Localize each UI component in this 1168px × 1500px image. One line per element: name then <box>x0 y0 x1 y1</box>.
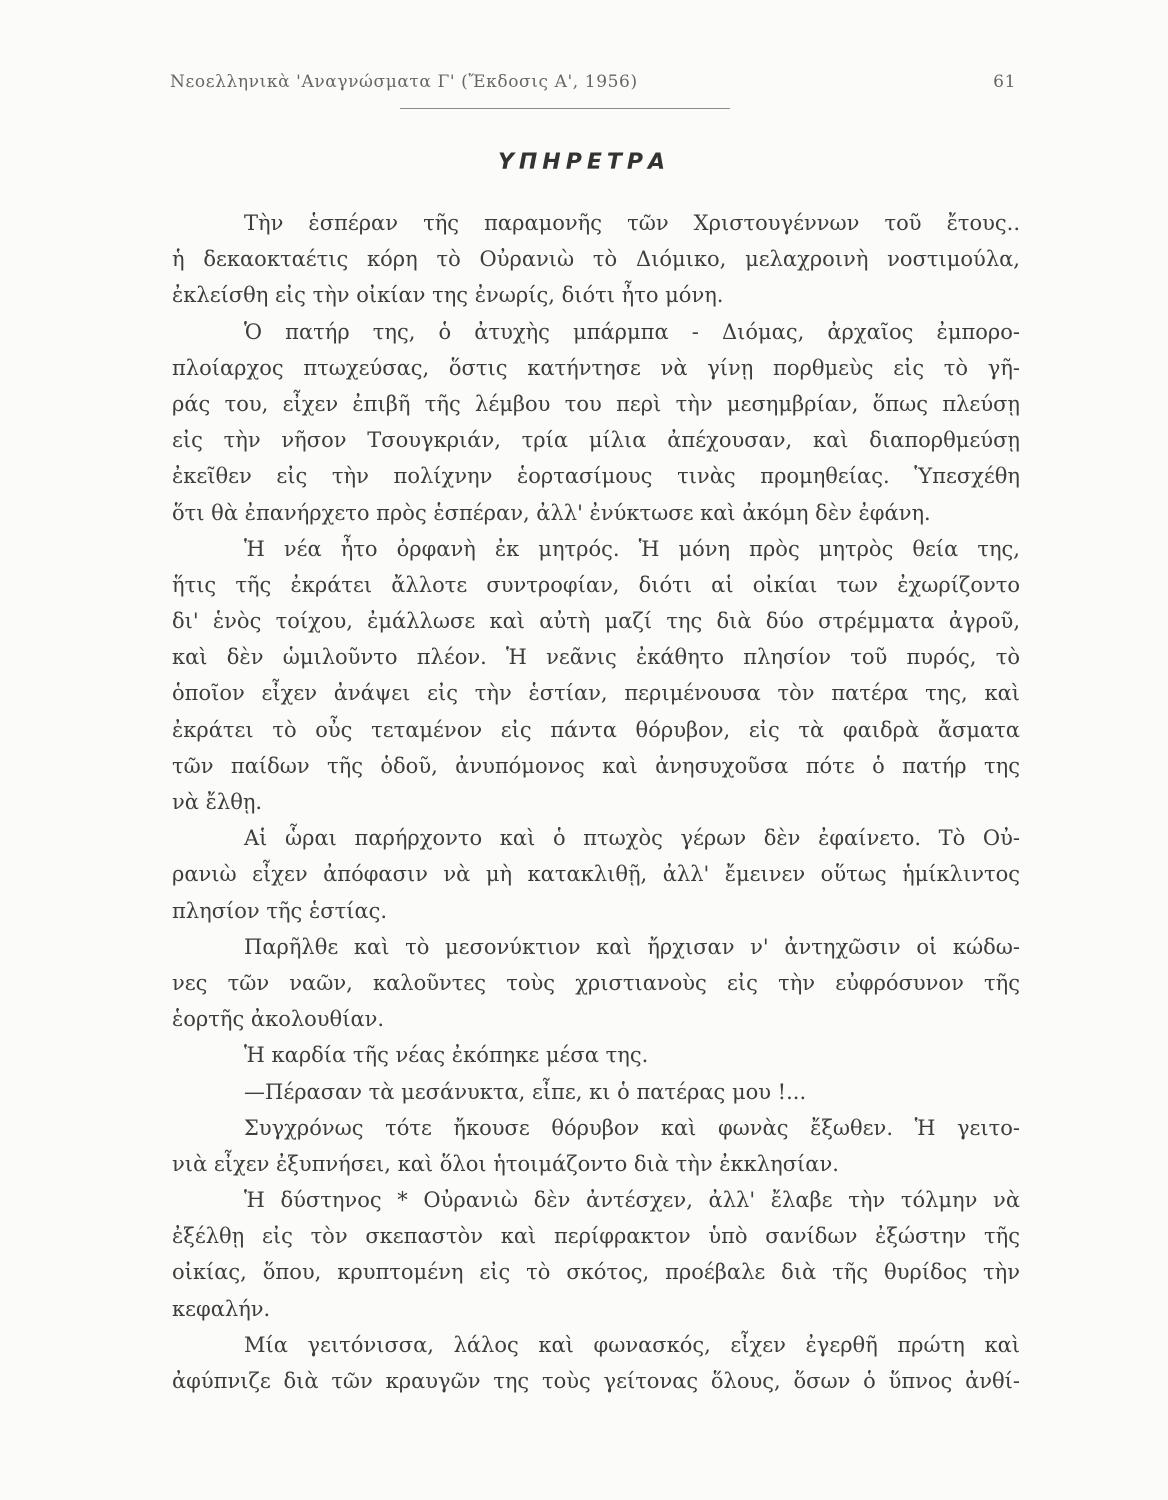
body-text <box>172 205 1020 1399</box>
text-line: κεφαλήν. <box>172 1296 271 1321</box>
story-title: ΥΠΗΡΕΤΡΑ <box>497 150 671 175</box>
text-line: καὶ δὲν ὡμιλοῦντο πλέον. Ἡ νεᾶνις ἐκάθητο πλησίον τοῦ πυρός, τὸ <box>172 645 1020 670</box>
text-line: Μία γειτόνισσα, λάλος καὶ φωνασκός, εἶχεν ἐγερθῆ πρώτη καὶ <box>244 1332 1020 1357</box>
text-line: νὰ ἔλθῃ. <box>172 790 263 814</box>
text-line: πλοίαρχος πτωχεύσας, ὅστις κατήντησε νὰ γίνῃ πορθμεὺς εἰς τὸ γῆ- <box>172 355 1020 380</box>
text-line: Ἡ δύστηνος * Οὐρανιὼ δὲν ἀντέσχεν, ἀλλ' ἔλαβε τὴν τόλμην νὰ <box>244 1188 1020 1213</box>
page-number: 61 <box>993 72 1016 92</box>
text-line: δι' ἑνὸς τοίχου, ἐμάλλωσε καὶ αὐτὴ μαζί της διὰ δύο στρέμματα ἀγροῦ, <box>172 609 1020 634</box>
text-line: ἐξέλθῃ εἰς τὸν σκεπαστὸν καὶ περίφρακτον ὑπὸ σανίδων ἐξώστην τῆς <box>172 1224 1020 1249</box>
text-line: Ἡ νέα ἦτο ὀρφανὴ ἐκ μητρός. Ἡ μόνη πρὸς μητρὸς θεία της, <box>244 536 1020 561</box>
text-line: ἐκράτει τὸ οὖς τεταμένον εἰς πάντα θόρυβον, εἰς τὰ φαιδρὰ ἄσματα <box>172 717 1020 742</box>
text-line: Αἱ ὧραι παρήρχοντο καὶ ὁ πτωχὸς γέρων δὲν ἐφαίνετο. Τὸ Οὐ- <box>244 826 1020 851</box>
header-rule <box>400 108 730 109</box>
running-header <box>170 72 1016 92</box>
text-line: τῶν παίδων τῆς ὁδοῦ, ἀνυπόμονος καὶ ἀνησυχοῦσα πότε ὁ πατήρ της <box>172 753 1020 778</box>
text-line: Ἡ καρδία τῆς νέας ἐκόπηκε μέσα της. <box>244 1043 649 1068</box>
text-line: ἥτις τῆς ἐκράτει ἄλλοτε συντροφίαν, διότι αἱ οἰκίαι των ἐχωρίζοντο <box>172 572 1020 597</box>
text-line: Ὁ πατήρ της, ὁ ἀτυχὴς μπάρμπα - Διόμας, ἀρχαῖος ἐμπορο- <box>244 319 1020 344</box>
text-line: ἑορτῆς ἀκολουθίαν. <box>172 1007 385 1032</box>
text-line: ὁποῖον εἶχεν ἀνάψει εἰς τὴν ἑστίαν, περιμένουσα τὸν πατέρα της, καὶ <box>172 681 1020 706</box>
running-title: Νεοελληνικὰ 'Αναγνώσματα Γ' (Ἔκδοσις Α', 1956) <box>170 72 638 92</box>
text-line: νιὰ εἶχεν ἐξυπνήσει, καὶ ὅλοι ἡτοιμάζοντο διὰ τὴν ἐκκλησίαν. <box>172 1151 839 1176</box>
text-line: οἰκίας, ὅπου, κρυπτομένη εἰς τὸ σκότος, προέβαλε διὰ τῆς θυρίδος τὴν <box>172 1260 1020 1285</box>
text-line: —Πέρασαν τὰ μεσάνυκτα, εἶπε, κι ὁ πατέρας μου !... <box>244 1079 807 1104</box>
text-line: ἡ δεκαοκταέτις κόρη τὸ Οὐρανιὼ τὸ Διόμικο, μελαχροινὴ νοστιμούλα, <box>172 247 1020 272</box>
text-line: Συγχρόνως τότε ἤκουσε θόρυβον καὶ φωνὰς ἔξωθεν. Ἡ γειτο- <box>244 1115 1020 1140</box>
text-line: ἐκεῖθεν εἰς τὴν πολίχνην ἑορτασίμους τινὰς προμηθείας. Ὑπεσχέθη <box>172 464 1020 489</box>
text-line: ὅτι θὰ ἐπανήρχετο πρὸς ἑσπέραν, ἀλλ' ἐνύκτωσε καὶ ἀκόμη δὲν ἐφάνη. <box>172 500 931 525</box>
text-line: νες τῶν ναῶν, καλοῦντες τοὺς χριστιανοὺς εἰς τὴν εὐφρόσυνον τῆς <box>172 970 1020 995</box>
text-line: πλησίον τῆς ἑστίας. <box>172 898 388 923</box>
text-line: Τὴν ἑσπέραν τῆς παραμονῆς τῶν Χριστουγέννων τοῦ ἔτους.. <box>244 211 1020 235</box>
text-line: ἀφύπνιζε διὰ τῶν κραυγῶν της τοὺς γείτονας ὅλους, ὅσων ὁ ὕπνος ἀνθί- <box>172 1369 1020 1393</box>
text-line: Παρῆλθε καὶ τὸ μεσονύκτιον καὶ ἤρχισαν ν' ἀντηχῶσιν οἱ κώδω- <box>244 934 1020 959</box>
text-line: ἐκλείσθη εἰς τὴν οἰκίαν της ἐνωρίς, διότι ἦτο μόνη. <box>172 283 724 308</box>
text-line: ράς του, εἶχεν ἐπιβῆ τῆς λέμβου του περὶ τὴν μεσημβρίαν, ὅπως πλεύσῃ <box>172 391 1020 416</box>
text-line: εἰς τὴν νῆσον Τσουγκριάν, τρία μίλια ἀπέχουσαν, καὶ διαπορθμεύσῃ <box>172 428 1020 453</box>
text-line: ρανιὼ εἶχεν ἀπόφασιν νὰ μὴ κατακλιθῇ, ἀλλ' ἔμεινεν οὕτως ἡμίκλιντος <box>172 862 1020 887</box>
